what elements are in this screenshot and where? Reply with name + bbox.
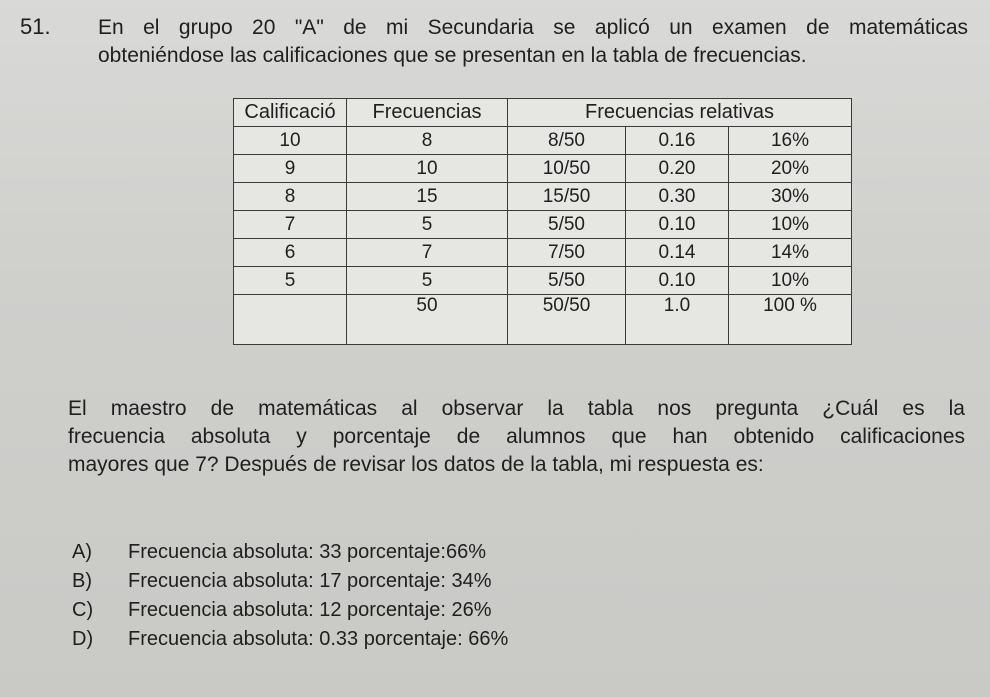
cell-frequency: 8	[347, 127, 508, 155]
cell-percent: 16%	[729, 127, 852, 155]
answer-options	[72, 538, 508, 654]
prompt-line: El maestro de matemáticas al observar la tabla nos pregunta ¿Cuál es la	[68, 397, 965, 420]
prompt-line: frecuencia absoluta y porcentaje de alumnos que han obtenido calificaciones	[68, 425, 965, 448]
cell-grade: 7	[234, 211, 347, 239]
option-d[interactable]	[72, 625, 508, 654]
cell-fraction: 15/50	[508, 183, 626, 211]
cell-frequency: 7	[347, 239, 508, 267]
cell-grade: 10	[234, 127, 347, 155]
cell-frequency: 5	[347, 211, 508, 239]
option-text: Frecuencia absoluta: 17 porcentaje: 34%	[128, 570, 492, 592]
cell-percent: 10%	[729, 267, 852, 295]
table-row	[234, 267, 852, 295]
cell-decimal: 0.30	[626, 183, 729, 211]
cell-frequency: 5	[347, 267, 508, 295]
cell-percent: 10%	[729, 211, 852, 239]
option-letter: C)	[72, 599, 94, 621]
header-frecuencias-relativas: Frecuencias relativas	[508, 99, 852, 127]
option-text: Frecuencia absoluta: 0.33 porcentaje: 66%	[128, 628, 509, 650]
teacher-prompt	[68, 395, 965, 479]
frequency-table	[233, 98, 852, 345]
table-row	[234, 127, 852, 155]
cell-fraction: 5/50	[508, 211, 626, 239]
cell-percent: 14%	[729, 239, 852, 267]
cell-grade: 5	[234, 267, 347, 295]
cell-percent: 30%	[729, 183, 852, 211]
cell-decimal: 0.16	[626, 127, 729, 155]
table-row	[234, 155, 852, 183]
cell-grade: 9	[234, 155, 347, 183]
option-b[interactable]	[72, 567, 508, 596]
question-number: 51.	[20, 14, 51, 39]
option-text: Frecuencia absoluta: 33 porcentaje:66%	[128, 541, 487, 563]
table-header-row	[234, 99, 852, 127]
table-row	[234, 183, 852, 211]
cell-grade: 6	[234, 239, 347, 267]
cell-decimal: 0.10	[626, 211, 729, 239]
cell-fraction: 10/50	[508, 155, 626, 183]
cell-fraction: 8/50	[508, 127, 626, 155]
cell-grade: 8	[234, 183, 347, 211]
cell-decimal: 0.10	[626, 267, 729, 295]
cell-fraction: 5/50	[508, 267, 626, 295]
cell-percent-total: 100 %	[729, 295, 852, 345]
table-total-row	[234, 295, 852, 345]
table-row	[234, 211, 852, 239]
option-letter: A)	[72, 541, 92, 563]
header-calificacion: Calificació	[234, 99, 347, 127]
option-letter: B)	[72, 570, 92, 592]
prompt-line: mayores que 7? Después de revisar los datos de la tabla, mi respuesta es:	[68, 453, 764, 476]
cell-frequency: 15	[347, 183, 508, 211]
question-line: En el grupo 20 "A" de mi Secundaria se aplicó un examen de matemáticas	[98, 16, 968, 39]
cell-decimal-total: 1.0	[626, 295, 729, 345]
option-letter: D)	[72, 628, 94, 650]
question-statement	[98, 14, 968, 70]
header-frecuencias: Frecuencias	[347, 99, 508, 127]
option-c[interactable]	[72, 596, 508, 625]
cell-fraction-total: 50/50	[508, 295, 626, 345]
cell-decimal: 0.14	[626, 239, 729, 267]
cell-grade	[234, 295, 347, 345]
cell-fraction: 7/50	[508, 239, 626, 267]
table-row	[234, 239, 852, 267]
option-a[interactable]	[72, 538, 508, 567]
cell-frequency-total: 50	[347, 295, 508, 345]
cell-percent: 20%	[729, 155, 852, 183]
question-line: obteniéndose las calificaciones que se presentan en la tabla de frecuencias.	[98, 44, 807, 67]
cell-decimal: 0.20	[626, 155, 729, 183]
cell-frequency: 10	[347, 155, 508, 183]
option-text: Frecuencia absoluta: 12 porcentaje: 26%	[128, 599, 492, 621]
